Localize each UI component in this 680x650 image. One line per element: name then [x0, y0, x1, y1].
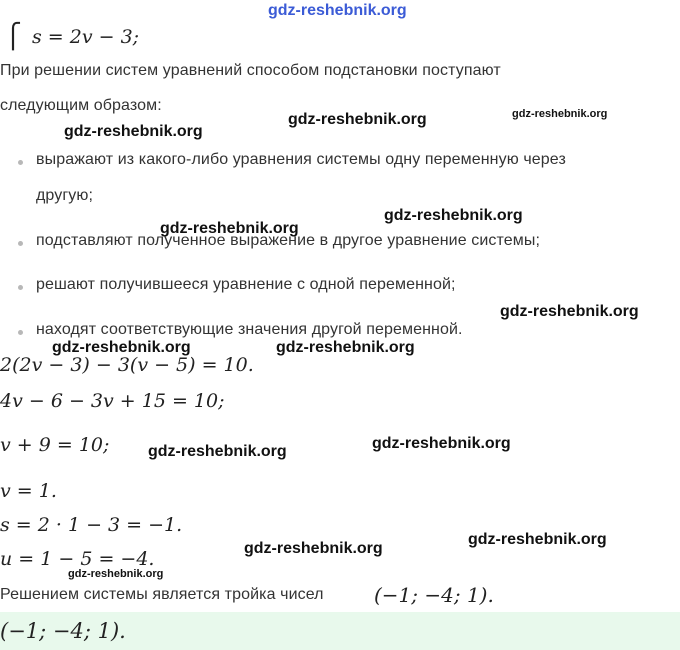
equation-4: v = 1. — [0, 480, 57, 502]
watermark: gdz-reshebnik.org — [68, 568, 164, 580]
intro-line-2: следующим образом: — [0, 97, 162, 114]
watermark: gdz-reshebnik.org — [372, 435, 511, 452]
equation-6: u = 1 − 5 = −4. — [0, 548, 155, 570]
bullet-icon — [18, 285, 23, 290]
conclusion-text: Решением системы является тройка чисел — [0, 586, 324, 603]
watermark-top: gdz-reshebnik.org — [268, 2, 407, 19]
answer-box — [0, 612, 680, 650]
list-item-continuation: другую; — [36, 187, 94, 204]
watermark: gdz-reshebnik.org — [384, 207, 523, 224]
equation-1: 2(2v − 3) − 3(v − 5) = 10. — [0, 354, 254, 376]
system-brace: ⎧ — [4, 22, 22, 50]
intro-line-1: При решении систем уравнений способом подстановки поступают — [0, 62, 501, 79]
answer-value: (−1; −4; 1). — [0, 619, 126, 643]
watermark: gdz-reshebnik.org — [468, 531, 607, 548]
bullet-icon — [18, 330, 23, 335]
equation-3: v + 9 = 10; — [0, 434, 110, 456]
watermark: gdz-reshebnik.org — [276, 339, 415, 356]
watermark: gdz-reshebnik.org — [148, 443, 287, 460]
list-item: находят соответствующие значения другой переменной. — [36, 321, 463, 338]
watermark: gdz-reshebnik.org — [288, 111, 427, 128]
top-equation: s = 2v − 3; — [32, 26, 140, 48]
watermark: gdz-reshebnik.org — [244, 540, 383, 557]
list-item: подставляют полученное выражение в другое уравнение системы; — [36, 232, 540, 249]
equation-2: 4v − 6 − 3v + 15 = 10; — [0, 390, 225, 412]
list-item: решают получившееся уравнение с одной переменной; — [36, 276, 456, 293]
equation-5: s = 2 · 1 − 3 = −1. — [0, 514, 183, 536]
list-item: выражают из какого-либо уравнения системы одну переменную через — [36, 151, 566, 168]
watermark: gdz-reshebnik.org — [512, 108, 608, 120]
watermark: gdz-reshebnik.org — [52, 339, 191, 356]
watermark: gdz-reshebnik.org — [500, 303, 639, 320]
conclusion-value: (−1; −4; 1). — [374, 583, 494, 607]
watermark: gdz-reshebnik.org — [160, 220, 299, 237]
bullet-icon — [18, 160, 23, 165]
bullet-icon — [18, 241, 23, 246]
watermark: gdz-reshebnik.org — [64, 123, 203, 140]
